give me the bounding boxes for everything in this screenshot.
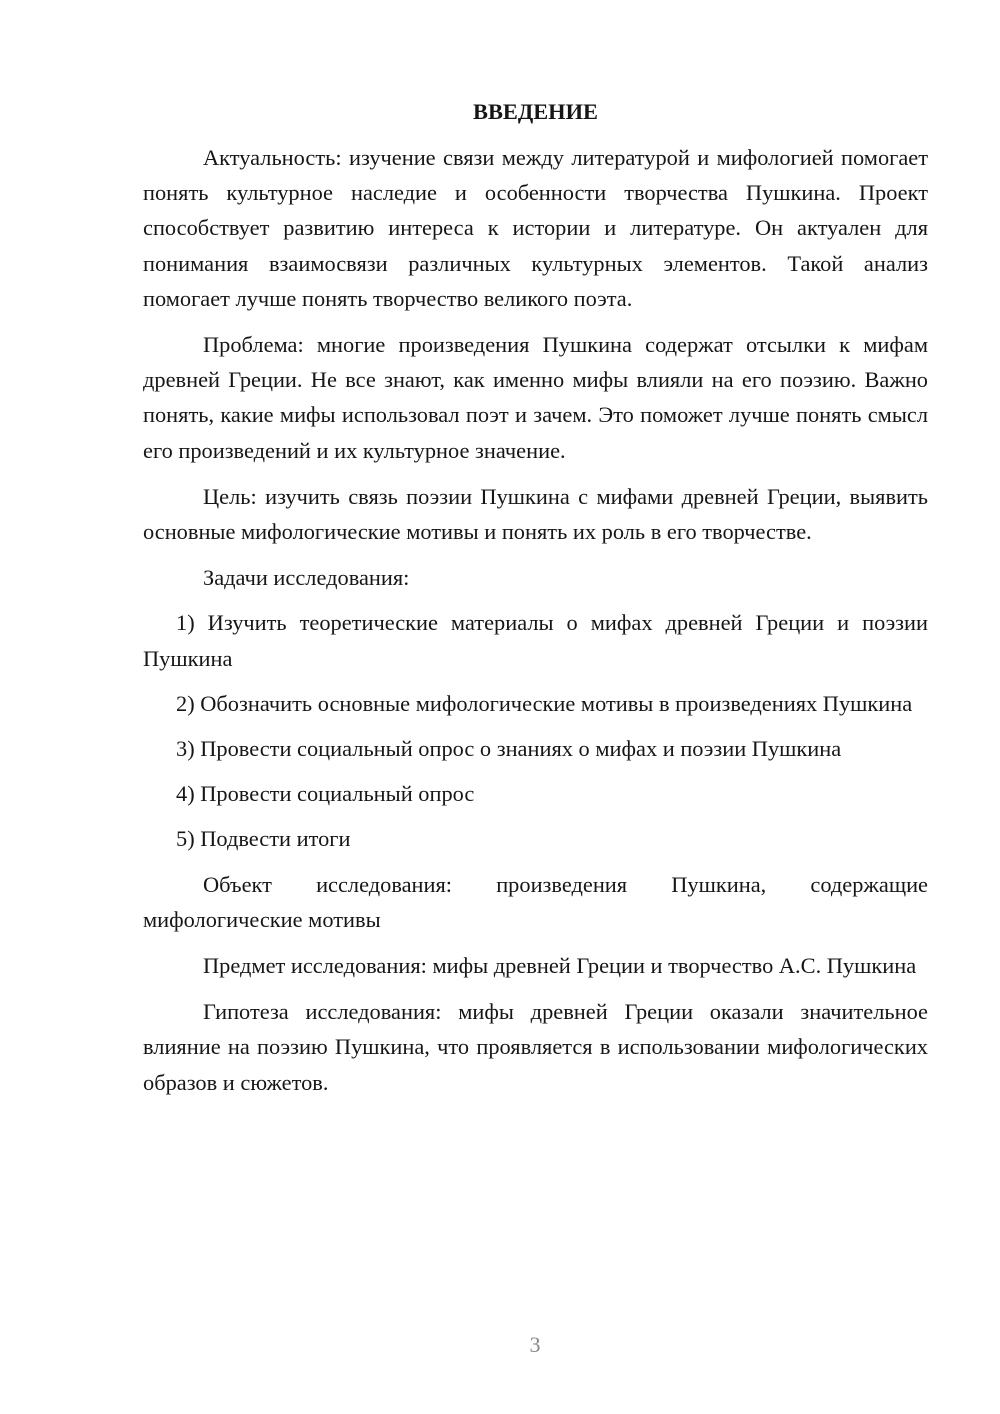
tasks-list [143,605,928,856]
task-item-4: 4) Провести социальный опрос [176,781,475,807]
task-item-5: 5) Подвести итоги [176,826,351,852]
tasks-intro: Задачи исследования: [203,565,410,591]
task-item-1: 1) Изучить теоретические материалы о мифах древней Греции и поэзии Пушкина [143,610,928,671]
task-item-2: 2) Обозначить основные мифологические мотивы в произведениях Пушкина [176,690,913,716]
task-item-3: 3) Провести социальный опрос о знаниях о мифах и поэзии Пушкина [176,736,842,762]
page-content [143,94,928,1111]
goal-paragraph: Цель: изучить связь поэзии Пушкина с мифами древней Греции, выявить основные мифологические мотивы и понять их роль в его творчестве. [143,483,928,545]
problem-paragraph: Проблема: многие произведения Пушкина содержат отсылки к мифам древней Греции. Не все знают, как именно мифы влияли на его поэзию. Важно понять, какие мифы использовал поэт и зачем. Это поможет лучше понять смысл его произведений и их культурное значение. [143,332,928,463]
page-number: 3 [529,1332,541,1357]
object-paragraph: Объект исследования: произведения Пушкина, содержащие мифологические мотивы [143,871,928,932]
hypothesis-paragraph: Гипотеза исследования: мифы древней Греции оказали значительное влияние на поэзию Пушкина, что проявляется в использовании мифологических образов и сюжетов. [143,999,928,1095]
section-heading: ВВЕДЕНИЕ [473,99,598,124]
relevance-paragraph: Актуальность: изучение связи между литературой и мифологией помогает понять культурное наследие и особенности творчества Пушкина. Проект способствует развитию интереса к истории и литературе. Он актуален для понимания взаимосвязи различных культурных элементов. Такой анализ помогает лучше понять творчество великого поэта. [143,145,928,311]
subject-paragraph: Предмет исследования: мифы древней Греции и творчество А.С. Пушкина [203,953,917,979]
